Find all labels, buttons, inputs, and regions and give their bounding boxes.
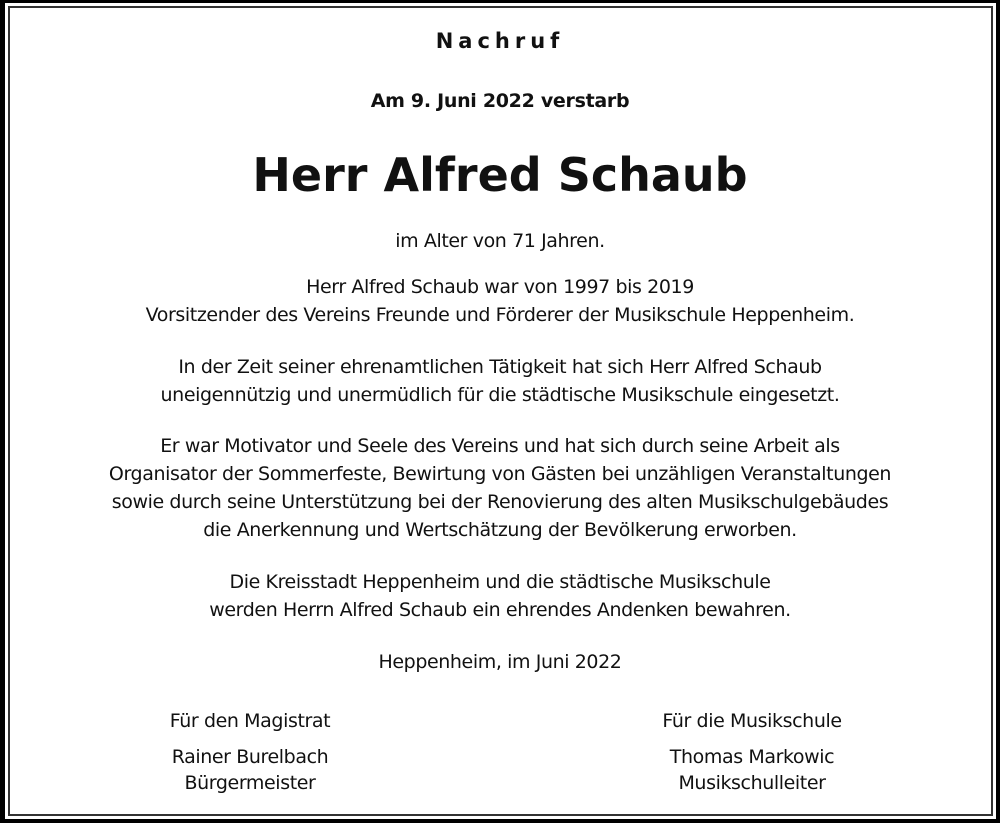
signatory-name: Rainer Burelbach [171, 746, 329, 768]
death-date-line: Am 9. Juni 2022 verstarb [370, 90, 630, 112]
signatory-title: Bürgermeister [184, 772, 316, 794]
signatory-title: Musikschulleiter [678, 772, 826, 794]
paragraph-line: Er war Motivator und Seele des Vereins und hat sich durch seine Arbeit als [160, 435, 840, 457]
inner-border [8, 6, 993, 816]
paragraph-line: Vorsitzender des Vereins Freunde und Förderer der Musikschule Heppenheim. [145, 304, 855, 326]
signatory-on-behalf-of: Für den Magistrat [169, 710, 331, 732]
signatory-on-behalf-of: Für die Musikschule [662, 710, 842, 732]
paragraph-line: Herr Alfred Schaub war von 1997 bis 2019 [306, 276, 694, 298]
signatory-name: Thomas Markowic [669, 746, 835, 768]
paragraph-line: uneigennützig und unermüdlich für die städtische Musikschule eingesetzt. [160, 384, 840, 406]
paragraph-line: Die Kreisstadt Heppenheim und die städtische Musikschule [229, 571, 771, 593]
paragraph-line: Organisator der Sommerfeste, Bewirtung von Gästen bei unzähligen Veranstaltungen [108, 463, 892, 485]
place-date: Heppenheim, im Juni 2022 [378, 651, 622, 673]
paragraph-line: werden Herrn Alfred Schaub ein ehrendes Andenken bewahren. [209, 599, 791, 621]
paragraph-line: sowie durch seine Unterstützung bei der Renovierung des alten Musikschulgebäudes [111, 491, 889, 513]
notice-heading: Nachruf [435, 29, 565, 53]
paragraph-line: die Anerkennung und Wertschätzung der Bevölkerung erworben. [203, 519, 797, 541]
paragraph-line: In der Zeit seiner ehrenamtlichen Tätigkeit hat sich Herr Alfred Schaub [178, 356, 822, 378]
age-line: im Alter von 71 Jahren. [395, 230, 605, 252]
deceased-name: Herr Alfred Schaub [252, 148, 748, 202]
